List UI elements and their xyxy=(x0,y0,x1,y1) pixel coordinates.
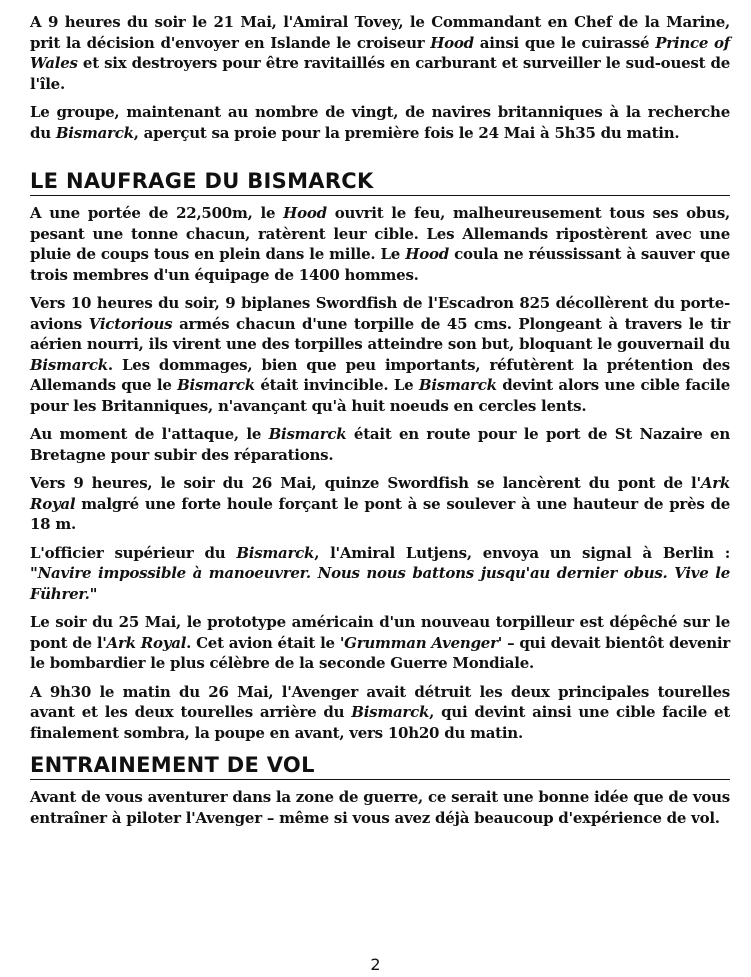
page-number: 2 xyxy=(370,955,381,974)
section-heading-sinking: LE NAUFRAGE DU BISMARCK xyxy=(30,169,730,196)
paragraph-hood: A une portée de 22,500m, le Hood ouvrit le feu, malheureusement tous ses obus, pesant une tonne chacun, ratèrent leur cible. Les Allemands ripostèrent avec une pluie de coups tous en plein dans le mille. Le Hood coula ne réussissant à sauver que trois membres d'un équipage de 1400 hommes. xyxy=(30,204,731,284)
section-heading-training: ENTRAINEMENT DE VOL xyxy=(30,753,730,780)
paragraph-lutjens: L'officier supérieur du Bismarck, l'Amiral Lutjens, envoya un signal à Berlin : "Navire impossible à manoeuvrer. Nous nous battons jusqu'au dernier obus. Vive le Führer." xyxy=(30,543,730,603)
paragraph-training: Avant de vous aventurer dans la zone de guerre, ce serait une bonne idée que de vous entraîner à piloter l'Avenger – même si vous avez déjà beaucoup d'expérience de vol. xyxy=(30,788,730,827)
paragraph-ark-royal: Vers 9 heures, le soir du 26 Mai, quinze Swordfish se lancèrent du pont de l'Ark Royal malgré une forte houle forçant le pont à se soulever à une hauteur de près de 18 m. xyxy=(30,474,730,533)
paragraph-intro: A 9 heures du soir le 21 Mai, l'Amiral Tovey, le Commandant en Chef de la Marine, prit la décision d'envoyer en Islande le croiseur Hood ainsi que le cuirassé Prince of Wales et six destroyers pour être ravitaillés en carburant et surveiller le sud-ouest de l'île. xyxy=(30,13,730,93)
paragraph-sinking: A 9h30 le matin du 26 Mai, l'Avenger avait détruit les deux principales tourelles avant et les deux tourelles arrière du Bismarck, qui devint ainsi une cible facile et finalement sombra, la poupe en avant, vers 10h20 du matin. xyxy=(30,682,731,742)
paragraph-search: Le groupe, maintenant au nombre de vingt, de navires britanniques à la recherche du Bismarck, aperçut sa proie pour la première fois le 24 Mai à 5h35 du matin. xyxy=(30,103,730,142)
paragraph-attack: Au moment de l'attaque, le Bismarck était en route pour le port de St Nazaire en Bretagne pour subir des réparations. xyxy=(30,425,730,464)
paragraph-avenger: Le soir du 25 Mai, le prototype américain d'un nouveau torpilleur est dépêché sur le pont de l'Ark Royal. Cet avion était le 'Grumman Avenger' – qui devait bientôt devenir le bombardier le plus célèbre de la seconde Guerre Mondiale. xyxy=(30,613,731,672)
document-page xyxy=(30,12,730,836)
paragraph-swordfish: Vers 10 heures du soir, 9 biplanes Swordfish de l'Escadron 825 décollèrent du porte-avions Victorious armés chacun d'une torpille de 45 cms. Plongeant à travers le tir aérien nourri, ils virent une des torpilles atteindre son but, bloquant le gouvernail du Bismarck. Les dommages, bien que peu importants, réfutèrent la prétention des Allemands que le Bismarck était invincible. Le Bismarck devint alors une cible facile pour les Britanniques, n'avançant qu'à huit noeuds en cercles lents. xyxy=(30,294,730,415)
